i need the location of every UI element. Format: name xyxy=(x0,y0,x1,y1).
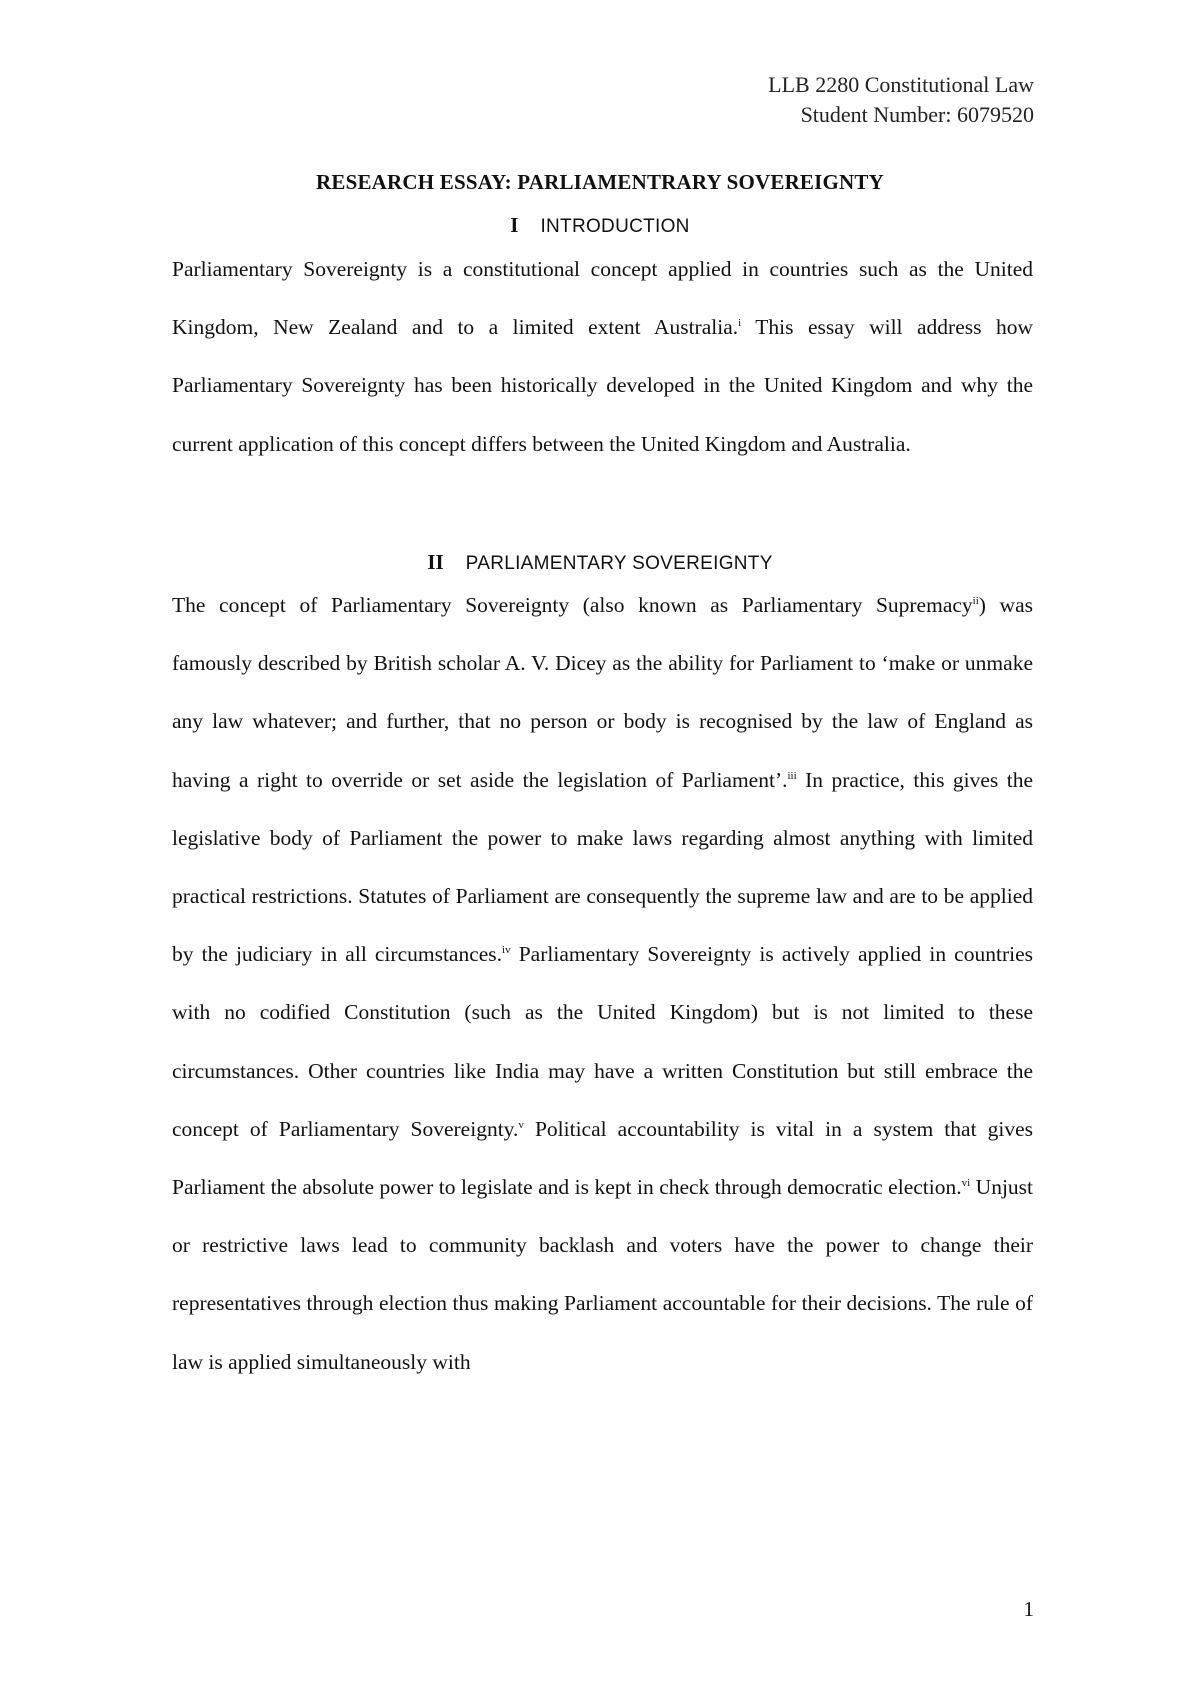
page-header xyxy=(768,70,1034,130)
footnote-ref[interactable]: iv xyxy=(502,944,511,957)
course-title: LLB 2280 Constitutional Law xyxy=(768,72,1034,97)
text-run: Political accountability is vital in a system that gives Parliament the absolute power to legislate and is kept in check through democratic election. xyxy=(172,1116,1033,1200)
footnote-ref[interactable]: iii xyxy=(787,769,797,782)
student-number: Student Number: 6079520 xyxy=(800,102,1034,127)
introduction-paragraph xyxy=(172,240,1033,473)
parliamentary-sovereignty-paragraph xyxy=(172,576,1033,1391)
section-heading-introduction xyxy=(0,213,1200,238)
text-run: ) was famously described by British scholar A. V. Dicey as the ability for Parliament to ‘make or unmake any law whatever; and further, that no person or body is recognised by the law of England as having a right to override or set aside the legislation of Parliament’. xyxy=(172,593,1033,792)
footnote-ref[interactable]: v xyxy=(518,1118,524,1131)
section-numeral: II xyxy=(427,550,444,574)
section-heading-text: PARLIAMENTARY SOVEREIGNTY xyxy=(465,553,773,574)
text-run: Parliamentary Sovereignty is actively applied in countries with no codified Constitution (such as the United Kingdom) but is not limited to these circumstances. Other countries like India may have a written Constitution but still embrace the concept of Parliamentary Sovereignty. xyxy=(172,942,1033,1141)
section-heading-parliamentary-sovereignty xyxy=(0,550,1200,575)
essay-title: RESEARCH ESSAY: PARLIAMENTRARY SOVEREIGNTY xyxy=(316,170,884,194)
page-number: 1 xyxy=(1023,1597,1034,1621)
text-run: This essay will address how Parliamentary Sovereignty has been historically developed in the United Kingdom and why the current application of this concept differs between the United Kingdom and Australia. xyxy=(172,315,1034,456)
text-run: Parliamentary Sovereignty is a constitutional concept applied in countries such as the United Kingdom, New Zealand and to a limited extent Australia. xyxy=(172,257,1033,340)
footnote-ref[interactable]: i xyxy=(738,317,742,330)
footnote-ref[interactable]: vi xyxy=(961,1176,971,1189)
text-run: The concept of Parliamentary Sovereignty (also known as Parliamentary Supremacy xyxy=(172,593,973,617)
section-numeral: I xyxy=(510,213,519,237)
text-run: Unjust or restrictive laws lead to community backlash and voters have the power to change their representatives through election thus making Parliament accountable for their decisions. The rule of law is applied simultaneously with xyxy=(172,1175,1034,1374)
footnote-ref[interactable]: ii xyxy=(972,594,979,607)
text-run: In practice, this gives the legislative body of Parliament the power to make laws regarding almost anything with limited practical restrictions. Statutes of Parliament are consequently the supreme law and are to be applied by the judiciary in all circumstances. xyxy=(172,767,1034,967)
section-heading-text: INTRODUCTION xyxy=(540,216,690,237)
